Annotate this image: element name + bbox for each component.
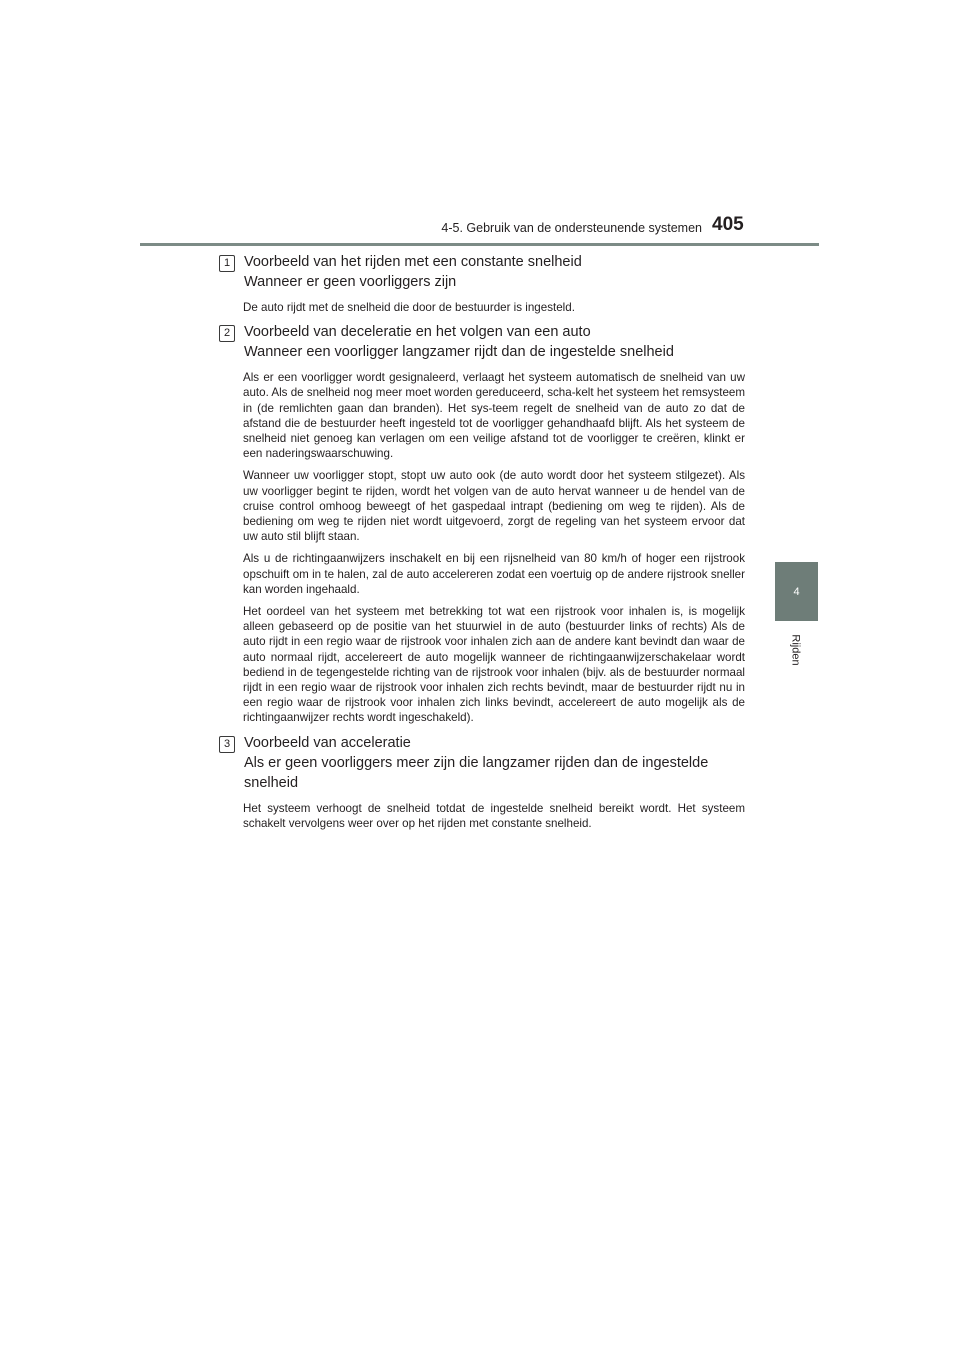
- item-body: [243, 801, 745, 831]
- item-heading: [219, 322, 745, 362]
- heading-line: Voorbeeld van deceleratie en het volgen van een auto: [244, 324, 591, 341]
- item-heading-text: [244, 733, 745, 793]
- item-body: [243, 300, 745, 315]
- chapter-label: [779, 630, 813, 670]
- paragraph: Het systeem verhoogt de snelheid totdat de ingestelde snelheid bereikt wordt. Het systeem schakelt vervolgens weer over op het rijden met constante snelheid.: [243, 801, 745, 830]
- main-content: [219, 252, 745, 838]
- item-heading-text: [244, 252, 582, 292]
- heading-line: Voorbeeld van het rijden met een constante snelheid: [244, 254, 582, 270]
- list-item: [219, 252, 745, 315]
- item-body: [243, 370, 745, 725]
- item-heading: [219, 733, 745, 793]
- list-item: [219, 322, 745, 725]
- item-heading-text: [244, 322, 674, 362]
- paragraph: Als u de richtingaanwijzers inschakelt en bij een rijsnelheid van 80 km/h of hoger een rijstrook opschuift om in te halen, zal de auto accelereren zodat een voertuig op de andere rijstrook sneller kan worden ingehaald.: [243, 552, 745, 596]
- chapter-label-text: Rijden: [790, 634, 802, 666]
- paragraph: Het oordeel van het systeem met betrekking tot wat een rijstrook voor inhalen is, is mogelijk alleen gebaseerd op de positie van het stuurwiel in de auto (bestuurder links of rechts) Als de auto rijdt in een regio waar de rijstrook voor inhalen zich aan de andere kant bevindt dan waar de auto normaal rijdt, accelereert de auto mogelijk wanneer de richtingaanwijzerschakelaar wordt bediend in de tegengestelde richting van de rijstrook voor inhalen (bijv. als de bestuurder normaal rijdt in een regio waar de rijstrook voor inhalen zich rechts bevindt, maar de bestuurder rijdt nu in een regio waar de rijstrook voor inhalen zich links bevindt, accelereert de auto mogelijk als de richtingaanwijzer rechts wordt ingeschakeld).: [243, 605, 745, 725]
- paragraph: De auto rijdt met de snelheid die door de bestuurder is ingesteld.: [243, 301, 575, 314]
- item-number-badge: 1: [219, 255, 235, 272]
- heading-line: Wanneer een voorligger langzamer rijdt dan de ingestelde snelheid: [244, 344, 674, 361]
- item-heading: [219, 252, 745, 292]
- heading-line: Wanneer er geen voorliggers zijn: [244, 274, 457, 290]
- chapter-tab: [775, 562, 818, 621]
- heading-line: Als er geen voorliggers meer zijn die langzamer rijden dan de ingestelde snelheid: [244, 754, 709, 791]
- paragraph: Wanneer uw voorligger stopt, stopt uw auto ook (de auto wordt door het systeem stilgezet). Als uw voorligger begint te rijden, wordt het volgen van de auto hervat wanneer u de hendel van de cruise control omhoog beweegt of het gaspedaal intrapt (bediening om weg te rijden). Als de bediening om weg te rijden niet wordt uitgevoerd, zorgt de regeling van het systeem ervoor dat uw auto stil blijft staan.: [243, 469, 745, 544]
- page-number: 405: [712, 214, 744, 235]
- item-number-badge: 3: [219, 736, 235, 753]
- paragraph: Als er een voorligger wordt gesignaleerd, verlaagt het systeem automatisch de snelheid van uw auto. Als de snelheid nog meer moet worden gereduceerd, scha-kelt het systeem het remsysteem in (de remlichten gaan dan branden). Het sys-teem regelt de snelheid van de auto zo dat de afstand die de bestuurder heeft ingesteld tot de voorligger gehandhaafd blijft. Als het systeem de snelheid niet genoeg kan verlagen om een veilige afstand tot de voorligger te creëren, klinkt er een naderingswaarschuwing.: [243, 371, 746, 461]
- list-item: [219, 733, 745, 831]
- header-divider: [140, 243, 819, 246]
- item-number-badge: 2: [219, 325, 235, 342]
- section-title: 4-5. Gebruik van de ondersteunende systemen: [441, 221, 702, 235]
- chapter-number: 4: [793, 585, 800, 598]
- heading-line: Voorbeeld van acceleratie: [244, 734, 411, 751]
